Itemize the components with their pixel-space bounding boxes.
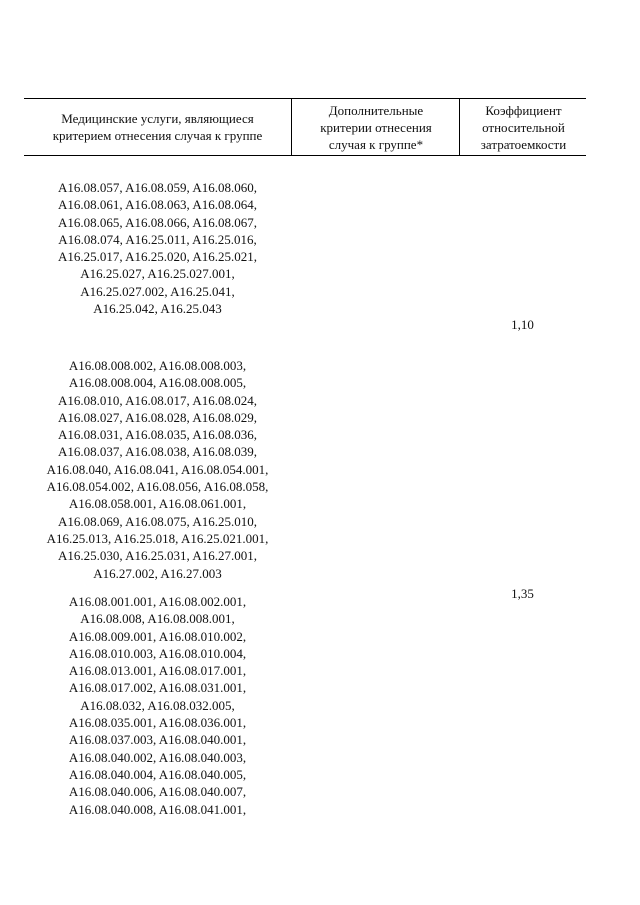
header-coefficient-column: Коэффициент относительной затратоемкости <box>459 99 587 155</box>
header-additional-criteria-column: Дополнительные критерии отнесения случая к группе* <box>291 99 460 155</box>
group-3-services: A16.08.001.001, A16.08.002.001, A16.08.008, A16.08.008.001, A16.08.009.001, A16.08.010.002, A16.08.010.003, A16.08.010.004, A16.08.013.001, A16.08.017.001, A16.08.017.002, A16.08.031.001, A16.08.032, A16.08.032.005, A16.08.035.001, A16.08.036.001, A16.08.037.003, A16.08.040.001, A16.08.040.002, A16.08.040.003, A16.08.040.004, A16.08.040.005, A16.08.040.006, A16.08.040.007, A16.08.040.008, A16.08.041.001, <box>68 594 247 817</box>
group-1-coefficient: 1,10 <box>511 317 534 332</box>
table-header <box>24 98 586 156</box>
header-services-column: Медицинские услуги, являющиеся критерием отнесения случая к группе <box>52 111 263 143</box>
group-1-services: A16.08.057, A16.08.059, A16.08.060, A16.08.061, A16.08.063, A16.08.064, A16.08.065, A16.08.066, A16.08.067, A16.08.074, A16.25.011, A16.25.016, A16.25.017, A16.25.020, A16.25.021, A16.25.027, A16.25.027.001, A16.25.027.002, A16.25.041, A16.25.042, A16.25.043 <box>58 180 257 317</box>
group-2-coefficient: 1,35 <box>511 586 534 601</box>
group-2-services: A16.08.008.002, A16.08.008.003, A16.08.008.004, A16.08.008.005, A16.08.010, A16.08.017, A16.08.024, A16.08.027, A16.08.028, A16.08.029, A16.08.031, A16.08.035, A16.08.036, A16.08.037, A16.08.038, A16.08.039, A16.08.040, A16.08.041, A16.08.054.001, A16.08.054.002, A16.08.056, A16.08.058, A16.08.058.001, A16.08.061.001, A16.08.069, A16.08.075, A16.25.010, A16.25.013, A16.25.018, A16.25.021.001, A16.25.030, A16.25.031, A16.27.001, A16.27.002, A16.27.003 <box>46 358 269 581</box>
